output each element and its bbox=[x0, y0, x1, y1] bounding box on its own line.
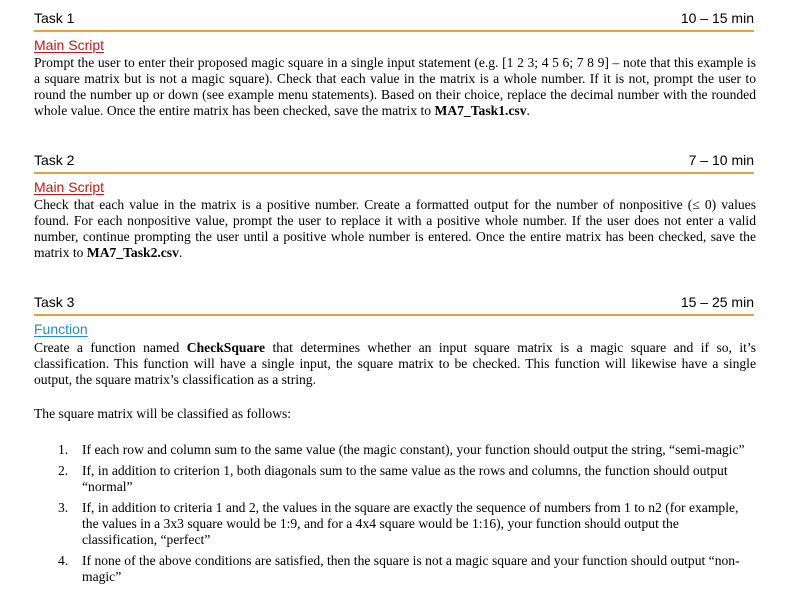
task-1-body-text: Prompt the user to enter their proposed magic square in a single input statement (e.g. [1 2 3; 4 5 6; 7 8 9] – note that this example is a square matrix but is not a magic square). Check that each value in the matrix is a whole number. If it is not, prompt the user to round the number up or down (see example menu statements). Based on their choice, replace the decimal number with the rounded whole value. Once the entire matrix has been checked, save the matrix to bbox=[34, 55, 756, 118]
list-item bbox=[58, 553, 748, 585]
task-1-time: 10 – 15 min bbox=[680, 10, 754, 26]
task-1-filename: MA7_Task1.csv bbox=[434, 103, 527, 118]
task-3-intro: The square matrix will be classified as follows: bbox=[34, 406, 292, 421]
task-3-section-label: Function bbox=[34, 321, 88, 337]
task-2-header bbox=[34, 150, 754, 174]
list-item-text: If, in addition to criteria 1 and 2, the values in the square are exactly the sequence of numbers from 1 to n2 (for example, the values in a 3x3 square would be 1:9, and for a 4x4 square would be 1:16), your function should output the classification, “perfect” bbox=[82, 500, 739, 547]
task-3-body-end: that determines whether an input square matrix is a magic square and if so, it’s classification. This function will have a single input, the square matrix to be checked. This function will likewise have a single output, the square matrix’s classification as a string. bbox=[34, 340, 756, 387]
task-2-section-label: Main Script bbox=[34, 179, 105, 195]
list-item-number: 4. bbox=[58, 553, 69, 568]
task-2-filename: MA7_Task2.csv bbox=[86, 245, 179, 260]
task-1-section-label: Main Script bbox=[34, 37, 105, 53]
list-item-number: 1. bbox=[58, 442, 69, 457]
task-1-title: Task 1 bbox=[34, 10, 75, 26]
task-1-body-end: . bbox=[526, 103, 530, 118]
classification-list bbox=[58, 442, 748, 590]
task-3-title: Task 3 bbox=[34, 294, 75, 310]
task-2-body-end: . bbox=[178, 245, 183, 260]
list-item-number: 2. bbox=[58, 463, 69, 478]
task-2-title: Task 2 bbox=[34, 152, 75, 168]
task-2-body-text: Check that each value in the matrix is a positive number. Create a formatted output for the number of nonpositive (≤ 0) values found. For each nonpositive value, prompt the user to replace it with a positive whole number. If the user does not enter a valid number, continue prompting the user until a positive whole number is entered. Once the entire matrix has been checked, save the matrix to bbox=[34, 197, 756, 260]
task-3-function-name: CheckSquare bbox=[186, 340, 266, 355]
task-2-time: 7 – 10 min bbox=[688, 152, 754, 168]
list-item-text: If each row and column sum to the same value (the magic constant), your function should output the string, “semi-magic” bbox=[82, 442, 745, 457]
list-item bbox=[58, 463, 748, 495]
task-1-body bbox=[34, 55, 756, 119]
list-item-text: If none of the above conditions are satisfied, then the square is not a magic square and your function should output “non-magic” bbox=[82, 553, 740, 584]
task-3-body bbox=[34, 340, 756, 388]
task-2-body bbox=[34, 197, 756, 261]
list-item-text: If, in addition to criterion 1, both diagonals sum to the same value as the rows and columns, the function should output “normal” bbox=[82, 463, 728, 494]
task-3-time: 15 – 25 min bbox=[680, 294, 754, 310]
task-3-body-text: Create a function named bbox=[34, 340, 187, 355]
list-item bbox=[58, 442, 748, 458]
list-item-number: 3. bbox=[58, 500, 69, 515]
task-1-header bbox=[34, 8, 754, 32]
list-item bbox=[58, 500, 748, 548]
task-3-header bbox=[34, 292, 754, 316]
